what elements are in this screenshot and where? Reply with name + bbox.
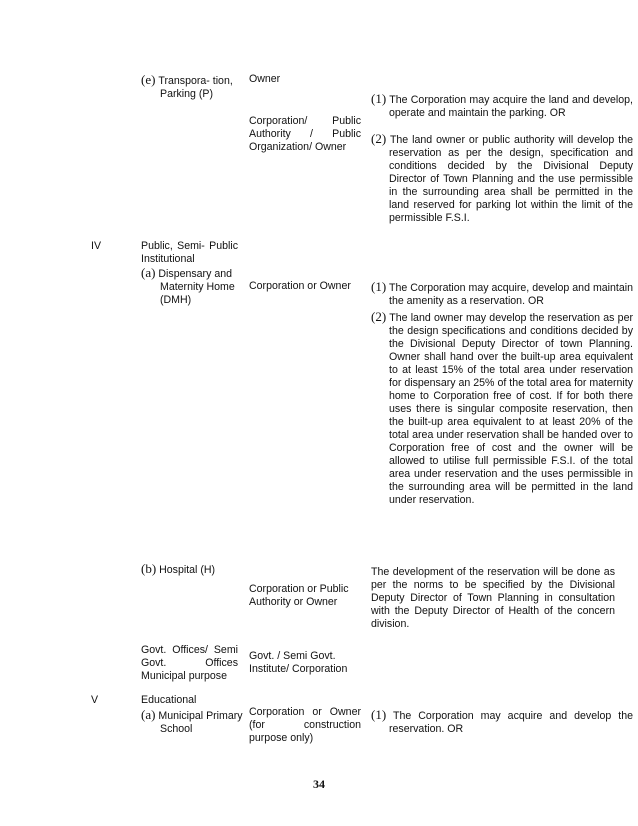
item-iv-a-cond-2-num: (2) <box>371 309 387 324</box>
item-govt-owner: Govt. / Semi Govt. Institute/ Corporation <box>249 650 348 675</box>
item-iv-b-owner: Corporation or Public Authority or Owner <box>249 583 349 608</box>
item-v-a-owner: Corporation or Owner (for construction purpose only) <box>249 706 361 744</box>
item-e-owner: Corporation/ Public Authority / Public Organization/ Owner <box>249 115 361 153</box>
item-iv-a-label: (a) <box>141 265 156 280</box>
item-e-owner-top: Owner <box>249 73 281 85</box>
item-iv-b-cond: The development of the reservation will be done as per the norms to be specified by the Divisional Deputy Director of Town Planning in consultation with the Deputy Director of Health of the concern division. <box>371 566 615 630</box>
item-iv-a-cond-1: (1) The Corporation may acquire, develop and maintain the amenity as a reservation. OR <box>371 279 633 307</box>
item-v-a-name: (a) Municipal Primary School <box>141 707 243 735</box>
item-iv-b-label: (b) <box>141 561 157 576</box>
item-e-cond-2: (2) The land owner or public authority will develop the reservation as per the design, specification and conditions decided by the Divisional Deputy Director of Town Planning and the use permissible in the surrounding area shall be permitted in the land reserved for parking lot within the limit of the permissible F.S.I. <box>371 131 633 224</box>
item-e-cond-2-num: (2) <box>371 131 387 146</box>
section-iv-number: IV <box>91 240 102 252</box>
item-iv-b-name: (b) Hospital (H) <box>141 561 216 576</box>
section-v-title: Educational <box>141 694 197 706</box>
item-e-cond-1-num: (1) <box>371 91 387 106</box>
item-govt-name: Govt. Offices/ Semi Govt. Offices Municipal purpose <box>141 644 238 682</box>
item-iv-a-owner: Corporation or Owner <box>249 280 351 292</box>
page-number: 34 <box>313 777 325 791</box>
item-iv-a-cond-1-num: (1) <box>371 279 387 294</box>
item-iv-a-cond-2: (2) The land owner may develop the reservation as per the design specifications and conditions decided by the Divisional Deputy Director of town Planning. Owner shall hand over the built-up area equivalent to at least 15% of the total area under reservation for dispensary an 25% of the total area for maternity home to Corporation free of cost. If for both there uses there is singular composite reservation, then the built-up area equivalent to at least 20% of the total area under reservation shall be handed over to Corporation free of cost and the owner will be allowed to utilise full permissible F.S.I. of the total area under reservation and the uses permissible in the surrounding area will be permitted in the land under reservation. <box>371 309 633 506</box>
item-v-a-cond-1-num: (1) <box>371 707 387 722</box>
section-iv-title: Public, Semi- Public Institutional <box>141 240 238 265</box>
item-iv-a-name: (a) Dispensary and Maternity Home (DMH) <box>141 265 235 306</box>
section-v-number: V <box>91 694 99 706</box>
item-e-label: (e) <box>141 72 156 87</box>
item-e-cond-1: (1) The Corporation may acquire the land and develop, operate and maintain the parking. OR <box>371 91 633 119</box>
item-v-a-label: (a) <box>141 707 156 722</box>
item-e-name: (e) Transpora- tion, Parking (P) <box>141 72 233 100</box>
item-v-a-cond-1: (1) The Corporation may acquire and develop the reservation. OR <box>371 707 633 735</box>
